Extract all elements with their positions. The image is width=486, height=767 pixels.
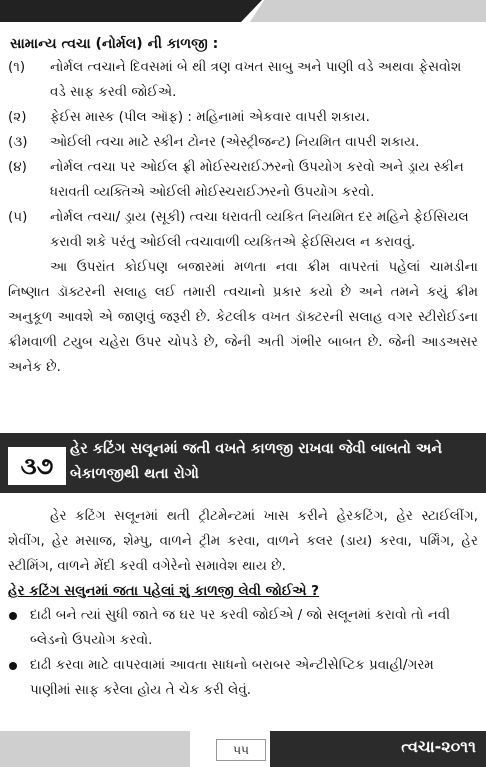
page-footer [0, 731, 486, 767]
footer-dark-segment [270, 731, 486, 767]
footer-brand-text: ત્વચા-૨૦૧૧ [401, 737, 476, 756]
list-item-number: (૪) [8, 159, 27, 175]
footer-light-segment [0, 731, 190, 767]
list-item [0, 205, 486, 255]
bullet-text: દાઢી બને ત્યાં સુધી જાતે જ ઘર પર કરવી જોઈએ / જો સલૂનમાં કરાવો તો નવી બ્લેડનો ઉપયોગ કરવો. [30, 607, 451, 648]
list-item-text: નોર્મલ ત્વચાને દિવસમાં બે થી ત્રણ વખત સાબુ અને પાણી વડે અથવા ફેસવોશ વડે સાફ કરવી જોઈએ. [50, 59, 462, 100]
list-item-number: (૩) [8, 134, 28, 150]
list-item-number: (૧) [8, 59, 26, 75]
top-bar-light-segment [250, 0, 486, 22]
list-item-text: નોર્મલ ત્વચા/ ડ્રાય (સૂકી) ત્વચા ધરાવતી વ્યકિત નિયમિત દર મહિને ફેઈસિયલ કરાવી શકે પરંતુ ઓઈલી ત્વચાવાળી વ્યકિતએ ફેઈસિયલ ન કરાવવું. [50, 209, 469, 250]
list-item-text: ફેઈસ માસ્ક (પીલ ઑફ) : મહિનામાં એકવાર વાપરી શકાય. [50, 109, 370, 125]
list-item [0, 130, 486, 155]
bullet-item [0, 603, 486, 653]
section-heading: સામાન્ય ત્વચા (નોર્મલ) ની કાળજી : [10, 36, 219, 52]
list-item [0, 55, 486, 105]
list-item [0, 105, 486, 130]
bullet-dot-icon [9, 612, 17, 620]
chapter-title: હેર કટિંગ સલૂનમાં જતી વખતે કાળજી રાખવા જેવી બાબતો અને બેકાળજીથી થતા રોગો [70, 441, 443, 482]
chapter-number-badge: ૩૭ [6, 445, 68, 487]
intro-paragraph: હેર કટિંગ સલૂનમાં થતી ટ્રીટમેન્ટમાં ખાસ કરીને હેરકટિંગ, હેર સ્ટાઈલીંગ, શેવીંગ, હેર મસાજ, શેમ્પુ, વાળને ટ્રીમ કરવા, વાળને કલર (ડાય) કરવા, પર્મિંગ, હેર સ્ટીમિંગ, વાળને મેંદી કરવી વગેરેનો સમાવેશ થાય છે. [8, 508, 478, 574]
list-item [0, 155, 486, 205]
subheading: હેર કટિંગ સલુનમાં જતા પહેલાં શું કાળજી લેવી જોઈએ ? [8, 583, 320, 599]
bullet-dot-icon [9, 662, 17, 670]
bullet-text: દાઢી કરવા માટે વાપરવામાં આવતા સાધનો બરાબર એન્ટીસેપ્ટિક પ્રવાહી/ગરમ પાણીમાં સાફ કરેલા હોય તે ચેક કરી લેવું. [30, 657, 434, 698]
page-number: ૫૫ [216, 739, 266, 761]
list-item-number: (૫) [8, 209, 28, 225]
bullet-item [0, 653, 486, 703]
top-decorative-bar [0, 0, 486, 22]
list-item-text: ઓઈલી ત્વચા માટે સ્કીન ટોનર (એસ્ટ્રીજન્ટ) નિયમિત વાપરી શકાય. [50, 134, 420, 150]
list-item-text: નોર્મલ ત્વચા પર ઓઈલ ફ્રી મોઈસ્ચરાઈઝરનો ઉપયોગ કરવો અને ડ્રાય સ્કીન ધરાવતી વ્યક્તિએ ઓઈલી મોઈસ્ચરાઈઝરનો ઉપયોગ કરવો. [50, 159, 464, 200]
lower-content [0, 504, 486, 703]
list-item-number: (૨) [8, 109, 27, 125]
chapter-header [0, 433, 486, 493]
body-paragraph: આ ઉપરાંત કોઈપણ બજારમાં મળતા નવા ક્રીમ વાપરતાં પહેલાં ચામડીના નિષ્ણાત ડૉક્ટરની સલાહ લઈ તમારી ત્વચાનો પ્રકાર કયો છે અને તમને કયું ક્રીમ અનુકૂળ આવશે એ જાણવું જરૂરી છે. કેટલીક વખત ડૉક્ટરની સલાહ વગર સ્ટીરોઈડના ક્રીમવાળી ટયુબ ચહેરા ઉપર ચોપડે છે, જેની અતી ગંભીર બાબત છે. જેની આડઅસર અનેક છે. [8, 259, 478, 375]
upper-content [0, 33, 486, 380]
top-bar-dark-segment [0, 0, 262, 22]
